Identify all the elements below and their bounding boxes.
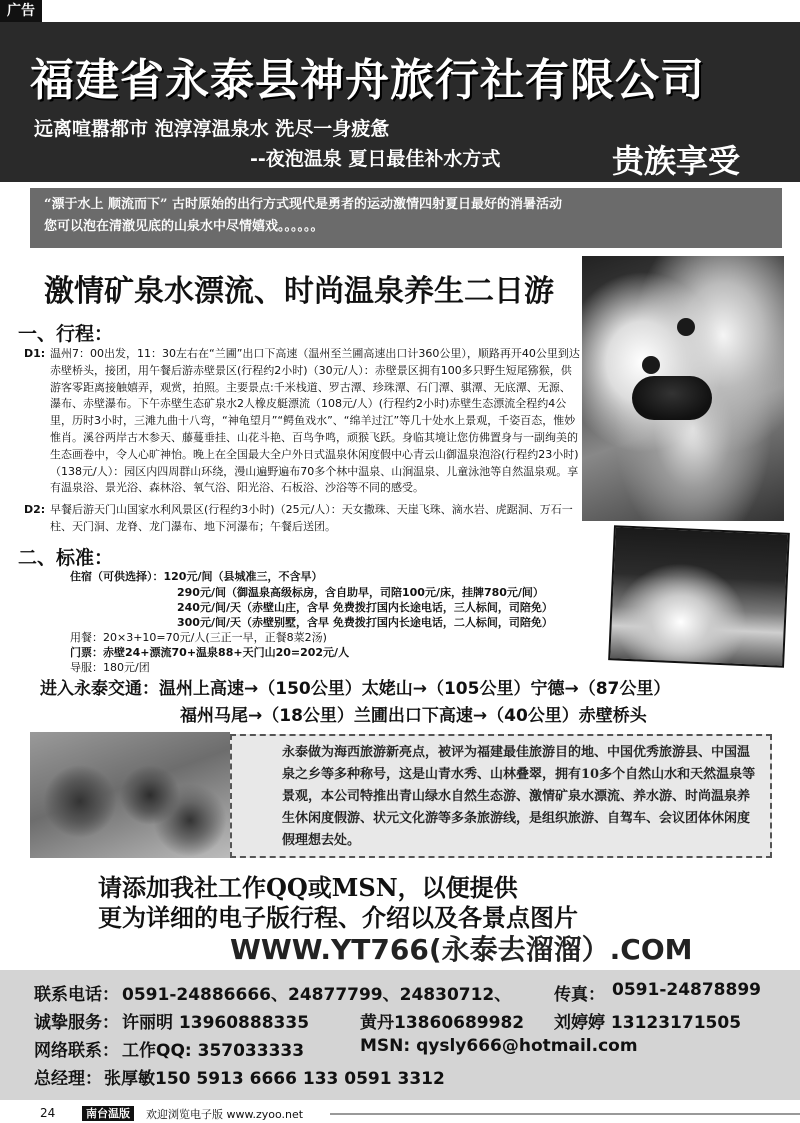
company-intro: 永泰做为海西旅游新亮点，被评为福建最佳旅游目的地、中国优秀旅游县、中国温泉之乡等多种称号，这是山青水秀、山林叠翠，拥有10多个自然山水和天然温泉等景观，本公司特推出青山绿水自然生态游、激情矿泉水漂流、养水游、时尚温泉养生休闲度假游、状元文化游等多条旅游线，是组织旅游、自驾车、会议团体休闲度假理想去处。 — [230, 734, 772, 858]
fax-label: 传真： — [554, 985, 605, 1005]
monkeys-photo — [30, 732, 230, 858]
itinerary-day-2 — [24, 502, 580, 538]
company-name: 福建省永泰县神舟旅行社有限公司 — [30, 55, 705, 106]
rafting-photo — [582, 256, 784, 521]
ad-tag: 广告 — [0, 0, 42, 22]
itinerary-day-1 — [24, 346, 580, 506]
raft-shape — [632, 376, 712, 420]
day-text: 早餐后游天门山国家水利风景区(行程约3小时)（25元/人）：天女撒珠、天崖飞珠、滴水岩、虎踞洞、万石一柱、天门洞、龙脊、龙门瀑布、地下河瀑布；午餐后送团。 — [50, 503, 573, 533]
tickets-standard: 门票：赤壁24+漂流70+温泉88+天门山20=202元/人 — [70, 646, 350, 659]
day-label: D1: — [24, 347, 46, 360]
intro-quote-box — [30, 188, 782, 248]
cta-line-2: 更为详细的电子版行程、介绍以及各景点图片 — [98, 903, 578, 932]
lodging-label: 住宿（可供选择）： — [70, 570, 164, 583]
phone-numbers: 0591-24886666、24877799、24830712、 — [122, 985, 512, 1005]
footer-rule — [330, 1113, 800, 1115]
slogan-noble: 贵族享受 — [612, 142, 741, 180]
gm-label: 总经理： — [34, 1069, 102, 1089]
service-contact-2: 黄丹13860689982 — [360, 1013, 525, 1033]
website-url[interactable]: WWW.YT766(永泰去溜溜）.COM — [230, 933, 693, 966]
lodging-option-3: 240元/间/天（赤壁山庄，含早 免费拨打国内长途电话，三人标间，司陪免） — [177, 601, 553, 614]
lodging-option-1 — [70, 568, 322, 584]
fax-number: 0591-24878899 — [612, 980, 761, 1000]
quote-line-1: “漂于水上 顺流而下” 古时原始的出行方式现代是勇者的运动激情四射夏日最好的消暑活动 — [44, 197, 563, 212]
service-label: 诚挚服务： — [34, 1013, 119, 1033]
page-number: 24 — [40, 1106, 56, 1120]
guide-standard: 导服：180元/团 — [70, 661, 150, 674]
lodging-option-2: 290元/间（御温泉高级标房，含自助早，司陪100元/床，挂牌780元/间） — [177, 586, 544, 599]
rafter-head — [677, 318, 695, 336]
header-banner — [0, 22, 800, 182]
net-label: 网络联系： — [34, 1041, 119, 1061]
slogan-line-1: 远离喧嚣都市 泡淳淳温泉水 洗尽一身疲惫 — [34, 118, 390, 140]
service-contact-3: 刘婷婷 13123171505 — [554, 1013, 742, 1033]
section-standards: 二、标准： — [18, 547, 114, 569]
contact-panel — [0, 970, 800, 1100]
rafter-head — [642, 356, 660, 374]
transport-line-2: 福州马尾→（18公里）兰圃出口下高速→（40公里）赤壁桥头 — [180, 706, 647, 726]
lodging-value: 120元/间（县城准三，不含早） — [163, 570, 323, 583]
msn-contact: MSN: qysly666@hotmail.com — [360, 1036, 638, 1056]
gm-contact: 张厚敏150 5913 6666 133 0591 3312 — [104, 1069, 445, 1089]
footer-website[interactable]: 欢迎浏览电子版 www.zyoo.net — [146, 1108, 304, 1121]
quote-line-2: 您可以泡在清澈见底的山泉水中尽情嬉戏。。。。。。 — [44, 219, 324, 234]
phone-label: 联系电话： — [34, 985, 119, 1005]
page-footer — [0, 1103, 800, 1123]
service-contact-1: 许丽明 13960888335 — [122, 1013, 310, 1033]
section-itinerary: 一、行程： — [18, 323, 114, 345]
tour-title: 激情矿泉水漂流、时尚温泉养生二日游 — [44, 274, 554, 309]
meals-standard: 用餐：20×3+10=70元/人(三正一早，正餐8菜2汤) — [70, 631, 327, 644]
publication-badge: 南台温版 — [82, 1106, 134, 1121]
lodging-option-4: 300元/间/天（赤壁别墅，含早 免费拨打国内长途电话，二人标间，司陪免） — [177, 616, 553, 629]
qq-contact: 工作QQ: 357033333 — [122, 1041, 305, 1061]
day-text: 温州7：00出发，11：30左右在“兰圃”出口下高速（温州至兰圃高速出口计360公里），顺路再开40公里到达赤壁桥头，接团，用午餐后游赤壁景区(行程约2小时)（30元/人）：赤壁景区拥有100多只野生短尾猕猴，供游客零距离接触嬉弄，观赏，拍照。主要景点:千米栈道、罗古潭、珍珠潭、石门潭、骐潭、无底潭、无源、瀑布、赤壁瀑布。下午赤壁生态矿泉水2人橡皮艇漂流（108元/人）(行程约2小时)赤壁生态漂流全程约4公里，历时3小时，三滩九曲十八弯，“神龟望月”“鳄鱼戏水”、“绵羊过江”等几十处水上景观，千姿百态，惟妙惟肖。溪谷两岸古木参天、藤蔓垂挂、山花斗艳、百鸟争鸣，顽猴飞跃。身临其境让您仿佛置身与一副绚美的生态画卷中，令人心旷神怡。晚上在全国最大全户外日式温泉休闲度假中心青云山御温泉泡浴(行程约23小时)（138元/人）：园区内四周群山环绕，漫山遍野遍布70多个林中温泉、山涧温泉、儿童泳池等自然温泉观。享有温泉浴、景光浴、森林浴、氧气浴、阳光浴、石板浴、沙浴等不同的感受。 — [50, 347, 580, 495]
day-label: D2: — [24, 503, 46, 516]
river-photo — [608, 525, 790, 668]
cta-line-1: 请添加我社工作QQ或MSN，以便提供 — [98, 873, 518, 902]
slogan-line-2: --夜泡温泉 夏日最佳补水方式 — [250, 148, 501, 170]
transport-line-1: 进入永泰交通：温州上高速→（150公里）太姥山→（105公里）宁德→（87公里） — [40, 679, 671, 699]
